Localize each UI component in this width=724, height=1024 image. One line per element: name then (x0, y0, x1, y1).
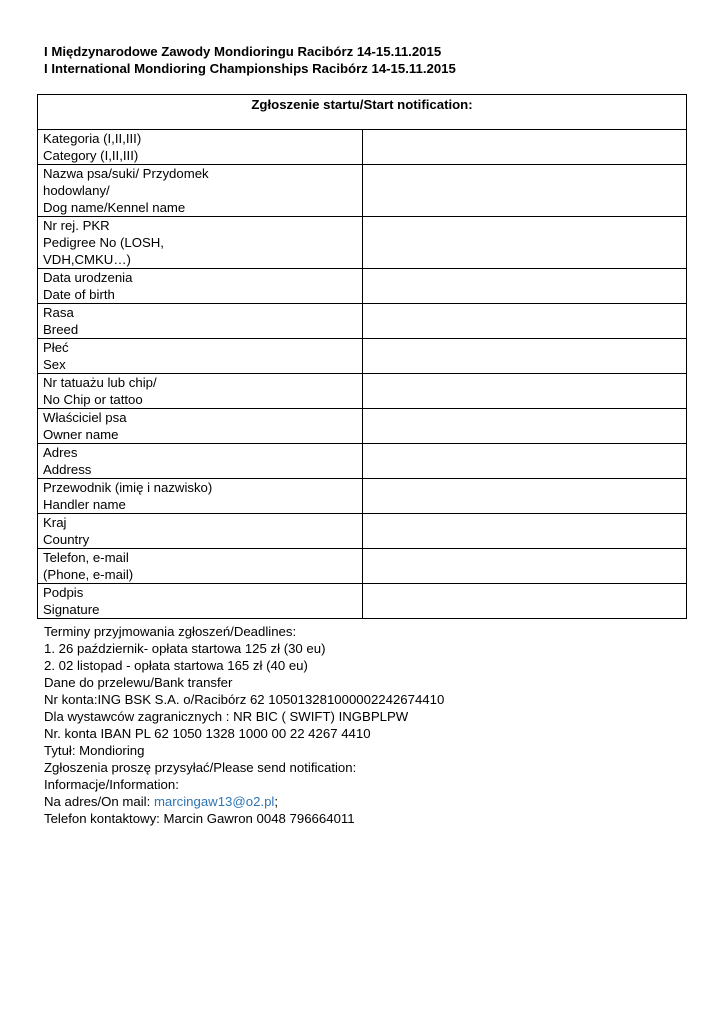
send-notification: Zgłoszenia proszę przysyłać/Please send notification: (44, 760, 357, 775)
form-row-label-line: Przewodnik (imię i nazwisko) (43, 480, 213, 495)
notes-section (44, 623, 444, 827)
bank-transfer-heading: Dane do przelewu/Bank transfer (44, 675, 233, 690)
deadline-2: 2. 02 listopad - opłata startowa 165 zł (40 eu) (44, 658, 308, 673)
form-row-value-cell[interactable] (362, 514, 687, 549)
form-row-label-line: Nazwa psa/suki/ Przydomek (43, 166, 209, 181)
form-row-value-cell[interactable] (362, 304, 687, 339)
form-row-label (38, 409, 363, 444)
form-header-row (38, 95, 687, 130)
mail-prefix: Na adres/On mail: (44, 794, 154, 809)
title-polish: I Międzynarodowe Zawody Mondioringu Racibórz 14-15.11.2015 (44, 44, 442, 59)
form-row-label-line: Telefon, e-mail (43, 550, 129, 565)
form-row-label-line: Sex (43, 357, 66, 372)
form-row-label-line: Dog name/Kennel name (43, 200, 186, 215)
foreign-bic: Dla wystawców zagranicznych : NR BIC ( SWIFT) INGBPLPW (44, 709, 409, 724)
form-row-label-line: Address (43, 462, 92, 477)
form-row (38, 269, 687, 304)
form-row-label-line: Nr rej. PKR (43, 218, 110, 233)
form-row-label (38, 217, 363, 269)
form-row-label (38, 165, 363, 217)
form-row-label-line: Kategoria (I,II,III) (43, 131, 142, 146)
form-row-label-line: Owner name (43, 427, 119, 442)
form-row (38, 165, 687, 217)
form-row-label (38, 444, 363, 479)
title-english: I International Mondioring Championships Racibórz 14-15.11.2015 (44, 61, 456, 76)
form-row (38, 339, 687, 374)
form-row-label-line: Właściciel psa (43, 410, 127, 425)
form-row (38, 304, 687, 339)
form-row (38, 409, 687, 444)
form-row-label-line: Date of birth (43, 287, 115, 302)
form-row-value-cell[interactable] (362, 269, 687, 304)
form-row-value-cell[interactable] (362, 339, 687, 374)
form-row (38, 444, 687, 479)
transfer-title: Tytuł: Mondioring (44, 743, 145, 758)
deadlines-heading: Terminy przyjmowania zgłoszeń/Deadlines: (44, 624, 297, 639)
form-row-label (38, 479, 363, 514)
form-row-label-line: Podpis (43, 585, 84, 600)
information-heading: Informacje/Information: (44, 777, 179, 792)
email-link[interactable]: marcingaw13@o2.pl (153, 794, 275, 809)
form-row-label (38, 584, 363, 619)
bank-account: Nr konta:ING BSK S.A. o/Racibórz 62 10501328100000224267441​0 (44, 692, 445, 707)
form-row-value-cell[interactable] (362, 130, 687, 165)
form-row (38, 130, 687, 165)
form-row-label-line: Nr tatuażu lub chip/ (43, 375, 157, 390)
form-row-label-line: VDH,CMKU…) (43, 252, 131, 267)
form-row-label-line: Rasa (43, 305, 74, 320)
form-row-label-line: No Chip or tattoo (43, 392, 143, 407)
form-row-label-line: Data urodzenia (43, 270, 133, 285)
form-row (38, 514, 687, 549)
form-row (38, 479, 687, 514)
iban-account: Nr. konta IBAN PL 62 1050 1328 1000 00 22 4267 4410 (44, 726, 371, 741)
form-row-label-line: Pedigree No (LOSH, (43, 235, 164, 250)
contact-phone: Telefon kontaktowy: Marcin Gawron 0048 796664011 (44, 811, 355, 826)
form-row-label-line: Country (43, 532, 90, 547)
deadline-1: 1. 26 październik- opłata startowa 125 zł (30 eu) (44, 641, 326, 656)
form-row-label (38, 374, 363, 409)
form-row-label-line: hodowlany/ (43, 183, 110, 198)
form-row (38, 374, 687, 409)
form-row (38, 584, 687, 619)
form-row-value-cell[interactable] (362, 217, 687, 269)
form-row-value-cell[interactable] (362, 549, 687, 584)
mail-line (44, 793, 444, 810)
form-row (38, 549, 687, 584)
form-row-value-cell[interactable] (362, 165, 687, 217)
form-row-value-cell[interactable] (362, 479, 687, 514)
form-row-value-cell[interactable] (362, 444, 687, 479)
form-row-label (38, 339, 363, 374)
mail-suffix: ; (274, 794, 279, 809)
form-row-label-line: Adres (43, 445, 78, 460)
form-row-label (38, 549, 363, 584)
form-row-value-cell[interactable] (362, 374, 687, 409)
start-notification-form (37, 94, 687, 619)
form-row-label-line: Category (I,II,III) (43, 148, 139, 163)
form-row-label-line: (Phone, e-mail) (43, 567, 134, 582)
form-row-label (38, 304, 363, 339)
document-titles (44, 43, 456, 77)
form-row-label-line: Breed (43, 322, 79, 337)
form-row-label (38, 269, 363, 304)
form-row (38, 217, 687, 269)
form-header: Zgłoszenie startu/Start notification: (38, 95, 687, 130)
form-row-value-cell[interactable] (362, 409, 687, 444)
form-row-value-cell[interactable] (362, 584, 687, 619)
form-row-label (38, 514, 363, 549)
form-row-label-line: Kraj (43, 515, 67, 530)
form-row-label-line: Signature (43, 602, 100, 617)
form-row-label (38, 130, 363, 165)
form-row-label-line: Płeć (43, 340, 69, 355)
form-row-label-line: Handler name (43, 497, 126, 512)
